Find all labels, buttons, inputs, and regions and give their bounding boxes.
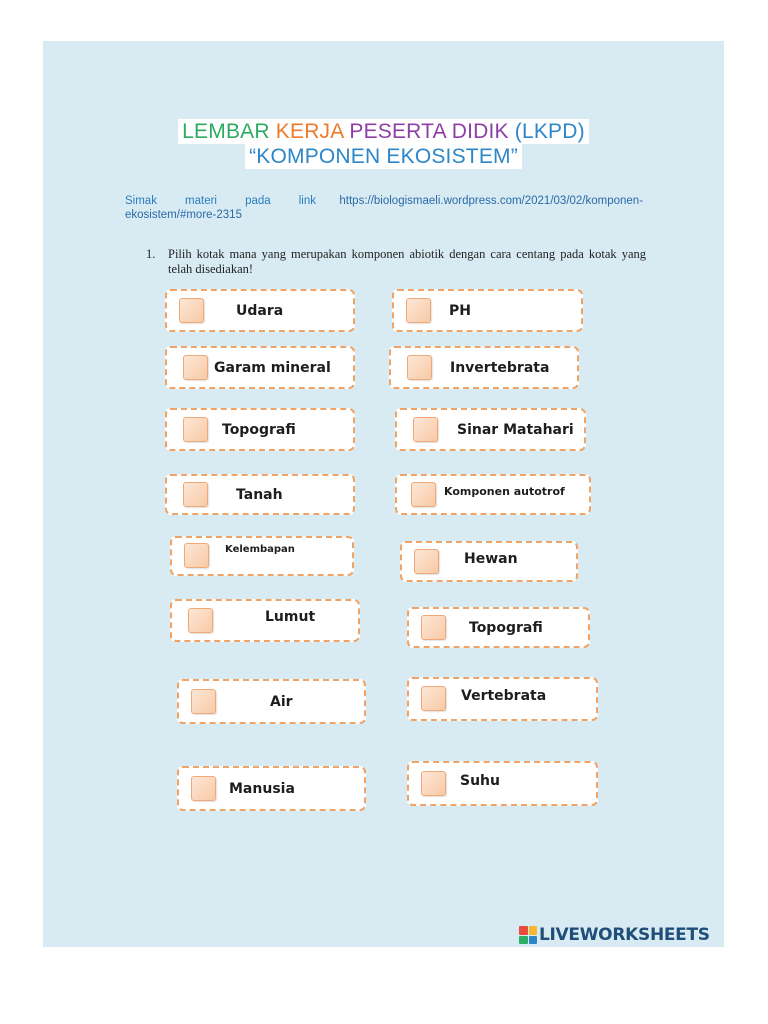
option-checkbox[interactable]: [421, 686, 446, 711]
option-card: [170, 536, 354, 576]
option-label: Sinar Matahari: [457, 421, 574, 438]
instruction-word: Simak: [125, 195, 157, 207]
option-checkbox[interactable]: [188, 608, 213, 633]
option-label: Topografi: [222, 421, 296, 438]
option-card: [170, 599, 360, 642]
option-checkbox[interactable]: [184, 543, 209, 568]
option-card: [395, 408, 586, 451]
option-label: Invertebrata: [450, 359, 550, 376]
option-card: [407, 677, 598, 721]
worksheet-title: [43, 119, 724, 169]
logo-square: [529, 926, 538, 935]
option-card: [165, 474, 355, 515]
option-card: [165, 408, 355, 451]
logo-square: [519, 936, 528, 945]
title-word-kerja: KERJA: [275, 120, 344, 143]
instruction-word: link: [298, 195, 316, 207]
option-card: [407, 607, 590, 648]
option-label: Garam mineral: [214, 359, 331, 376]
question-1: [146, 247, 646, 277]
option-card: [395, 474, 591, 515]
logo-square: [519, 926, 528, 935]
option-label: PH: [449, 302, 471, 319]
option-card: [177, 766, 366, 811]
option-label: Manusia: [229, 780, 295, 797]
option-label: Lumut: [265, 608, 316, 625]
option-label: Komponen autotrof: [444, 485, 565, 498]
option-checkbox[interactable]: [183, 417, 208, 442]
option-checkbox[interactable]: [414, 549, 439, 574]
option-checkbox[interactable]: [421, 771, 446, 796]
option-label: Topografi: [469, 619, 543, 636]
option-label: Hewan: [464, 550, 518, 567]
title-line-1: [178, 119, 589, 144]
option-checkbox[interactable]: [183, 355, 208, 380]
option-label: Udara: [236, 302, 284, 319]
question-number: 1.: [146, 247, 156, 261]
title-word-lkpd: (LKPD): [514, 120, 585, 143]
option-checkbox[interactable]: [191, 776, 216, 801]
option-card: [165, 346, 355, 389]
option-label: Kelembapan: [225, 544, 295, 555]
instruction-word: pada: [245, 195, 271, 207]
option-label: Vertebrata: [461, 688, 547, 704]
title-word-lembar: LEMBAR: [182, 120, 270, 143]
option-checkbox[interactable]: [179, 298, 204, 323]
liveworksheets-logo-icon: [519, 926, 537, 944]
material-link[interactable]: https://biologismaeli.wordpress.com/2021/03/02/komponen-ekosistem/#more-2315: [125, 195, 644, 221]
title-line-2: “KOMPONEN EKOSISTEM”: [245, 144, 522, 169]
option-card: [392, 289, 583, 332]
option-card: [400, 541, 578, 582]
option-checkbox[interactable]: [406, 298, 431, 323]
option-checkbox[interactable]: [191, 689, 216, 714]
option-label: Suhu: [460, 773, 500, 789]
option-checkbox[interactable]: [407, 355, 432, 380]
option-checkbox[interactable]: [413, 417, 438, 442]
liveworksheets-logo-text: LIVEWORKSHEETS: [539, 925, 710, 945]
option-checkbox[interactable]: [183, 482, 208, 507]
instruction-text: [125, 194, 643, 222]
option-card: [389, 346, 579, 389]
option-card: [165, 289, 355, 332]
option-card: [177, 679, 366, 724]
liveworksheets-logo: [519, 924, 710, 946]
option-label: Tanah: [236, 486, 283, 503]
logo-square: [529, 936, 538, 945]
worksheet-page: [43, 41, 724, 947]
option-label: Air: [270, 693, 293, 710]
option-checkbox[interactable]: [411, 482, 436, 507]
question-text: Pilih kotak mana yang merupakan komponen abiotik dengan cara centang pada kotak yang telah disediakan!: [168, 247, 646, 276]
option-checkbox[interactable]: [421, 615, 446, 640]
instruction-word: materi: [185, 195, 217, 207]
title-word-peserta-didik: PESERTA DIDIK: [349, 120, 509, 143]
option-card: [407, 761, 598, 806]
